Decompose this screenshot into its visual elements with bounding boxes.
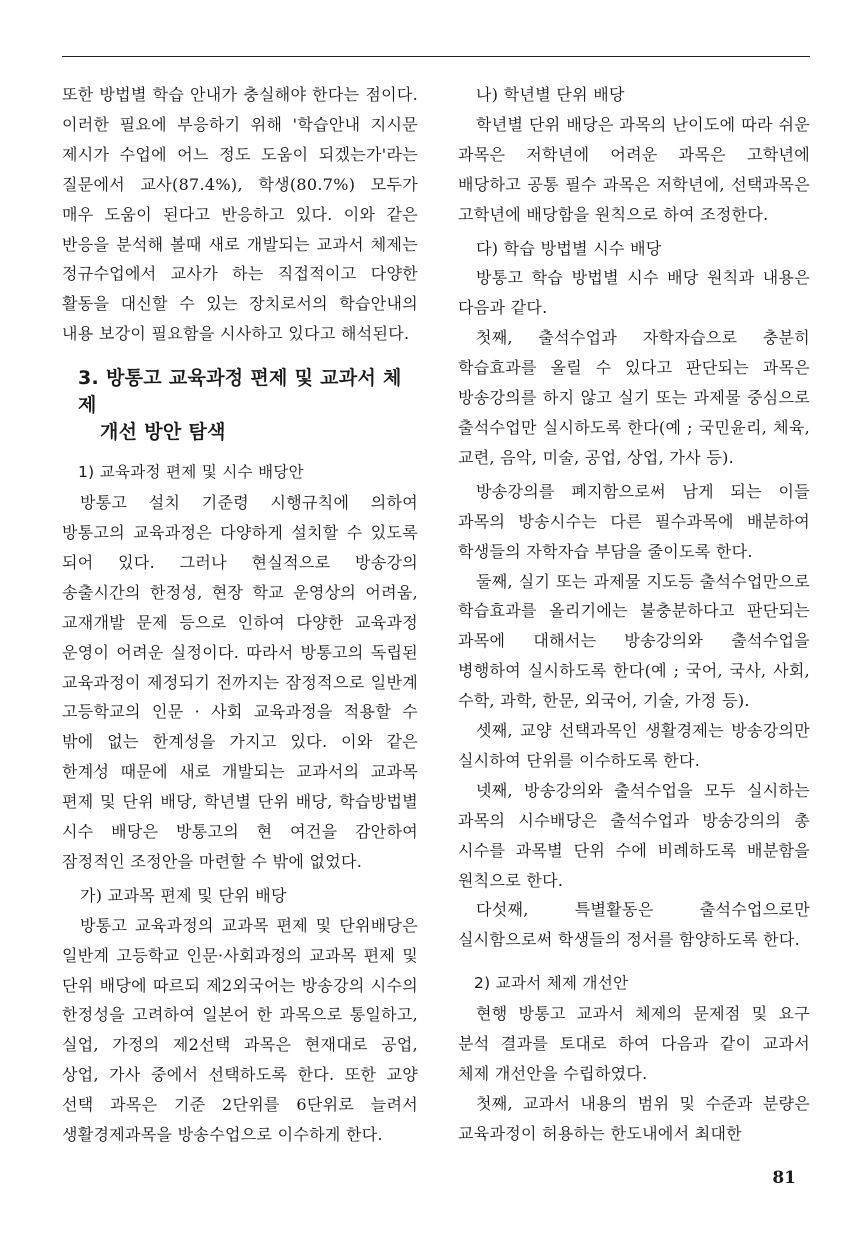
body-paragraph: 학년별 단위 배당은 과목의 난이도에 따라 쉬운 과목은 저학년에 어려운 과목은 고학년에 배당하고 공통 필수 과목은 저학년에, 선택과목은 고학년에 배당함을 원칙으로 하여 조정한다. xyxy=(458,114,810,224)
body-paragraph: 또한 방법별 학습 안내가 충실해야 한다는 점이다. 이러한 필요에 부응하기 위해 '학습안내 지시문 제시가 수업에 어느 정도 도움이 되겠는가'라는 질문에서 교사(87.4%), 학생(80.7%) 모두가 매우 도움이 된다고 반응하고 있다. 이와 같은 반응을 분석해 볼때 새로 개발되는 교과서 체제는 정규수업에서 교사가 하는 직접적이고 다양한 활동을 대신할 수 있는 장치로서의 학습안내의 내용 보강이 필요함을 시사하고 있다고 해석된다. xyxy=(62,85,418,344)
subheading: 나) 학년별 단위 배당 xyxy=(476,85,625,104)
subheading: 2) 교과서 체제 개선안 xyxy=(474,974,629,993)
body-paragraph: 둘째, 실기 또는 과제물 지도등 출석수업만으로 학습효과를 올리기에는 불충분하다고 판단되는 과목에 대해서는 방송강의와 출석수업을 병행하여 실시하도록 한다(예 ; 국어, 국사, 사회, 수학, 과학, 한문, 외국어, 기술, 가정 등). xyxy=(458,571,810,711)
section-heading-line2: 개선 방안 탐색 xyxy=(100,421,226,444)
body-paragraph: 첫째, 교과서 내용의 범위 및 수준과 분량은 교육과정이 허용하는 한도내에서 최대한 xyxy=(458,1093,810,1143)
subheading: 다) 학습 방법별 시수 배당 xyxy=(476,238,662,258)
header-rule xyxy=(62,56,810,57)
body-paragraph: 방통고 설치 기준령 시행규칙에 의하여 방통고의 교육과정은 다양하게 설치할 수 있도록 되어 있다. 그러나 현실적으로 방송강의 송출시간의 한정성, 현장 학교 운영상의 어려움, 교재개발 문제 등으로 인하여 다양한 교육과정 운영이 어려운 실정이다. 따라서 방통고의 독립된 교육과정이 제정되기 전까지는 잠정적으로 일반계 고등학교의 인문 · 사회 교육과정을 적용할 수 밖에 없는 한계성을 가지고 있다. 이와 같은 한계성 때문에 새로 개발되는 교과서의 교과목 편제 및 단위 배당, 학년별 단위 배당, 학습방법별 시수 배당은 방통고의 현 여건을 감안하여 잠정적인 조정안을 마련할 수 밖에 없었다. xyxy=(62,493,418,871)
body-paragraph: 첫째, 출석수업과 자학자습으로 충분히 학습효과를 올릴 수 있다고 판단되는 과목은 방송강의를 하지 않고 실기 또는 과제물 중심으로 출석수업만 실시하도록 한다(예 ; 국민윤리, 체육, 교련, 음악, 미술, 공업, 상업, 가사 등). xyxy=(458,328,810,467)
body-paragraph: 방송강의를 폐지함으로써 남게 되는 이들 과목의 방송시수는 다른 필수과목에 배분하여 학생들의 자학자습 부담을 줄이도록 한다. xyxy=(458,481,810,561)
body-paragraph: 넷째, 방송강의와 출석수업을 모두 실시하는 과목의 시수배당은 출석수업과 방송강의의 총 시수를 과목별 단위 수에 비례하도록 배분함을 원칙으로 한다. xyxy=(458,780,810,890)
body-paragraph: 셋째, 교양 선택과목인 생활경제는 방송강의만 실시하여 단위를 이수하도록 한다. xyxy=(458,721,810,770)
body-paragraph: 방통고 교육과정의 교과목 편제 및 단위배당은 일반계 고등학교 인문·사회과정의 교과목 편제 및 단위 배당에 따르되 제2외국어는 방송강의 시수의 한정성을 고려하여 일본어 한 과목으로 통일하고, 실업, 가정의 제2선택 과목은 현재대로 공업, 상업, 가사 중에서 선택하도록 한다. 또한 교양 선택 과목은 기준 2단위를 6단위로 늘려서 생활경제과목을 방송수업으로 이수하게 한다. xyxy=(62,915,418,1145)
page-number: 81 xyxy=(772,1168,796,1188)
body-paragraph: 방통고 학습 방법별 시수 배당 원칙과 내용은 다음과 같다. xyxy=(458,268,810,318)
section-heading xyxy=(62,365,418,446)
body-paragraph: 다섯째, 특별활동은 출석수업으로만 실시함으로써 학생들의 정서를 함양하도록 한다. xyxy=(458,900,810,950)
left-column xyxy=(62,80,418,1150)
subheading: 1) 교육과정 편제 및 시수 배당안 xyxy=(78,463,304,482)
subheading: 가) 교과목 편제 및 단위 배당 xyxy=(80,885,287,905)
body-paragraph: 현행 방통고 교과서 체제의 문제점 및 요구 분석 결과를 토대로 하여 다음과 같이 교과서 체제 개선안을 수립하였다. xyxy=(458,1004,810,1083)
right-column xyxy=(458,80,810,1149)
section-heading-line1: 3. 방통고 교육과정 편제 및 교과서 체제 xyxy=(78,367,402,417)
